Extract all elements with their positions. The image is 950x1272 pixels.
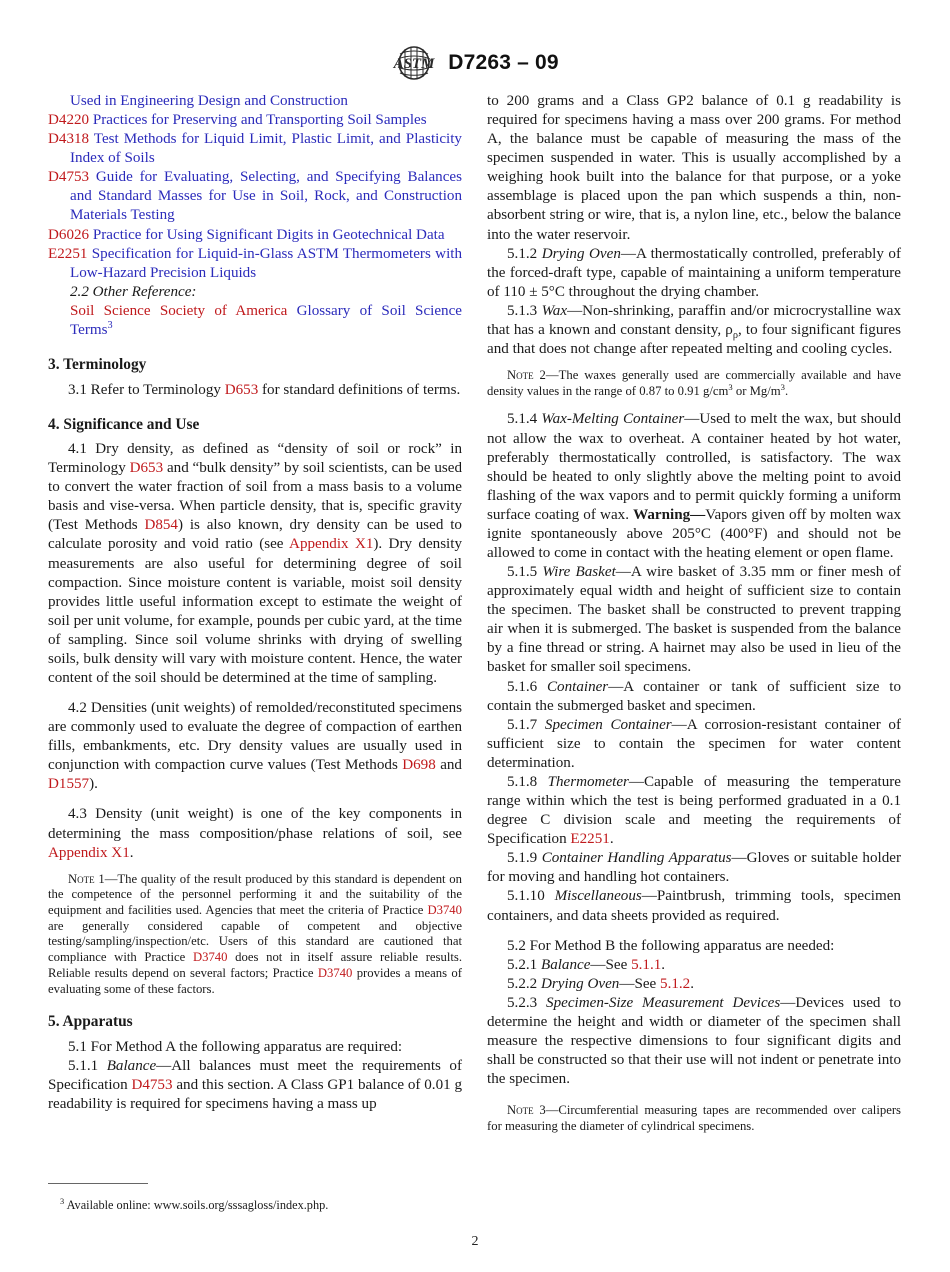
section-3-heading: 3. Terminology: [48, 356, 147, 374]
paragraph-5-1: 5.1 For Method A the following apparatus are required:: [68, 1038, 403, 1055]
paragraph-5-1-7: 5.1.7 Specimen Container—A corrosion-resistant container of sufficient size to contain the specimen for water content determination.: [487, 716, 902, 771]
term-specimen-container: Specimen Container: [544, 716, 672, 733]
paragraph-5-1-2: 5.1.2 Drying Oven—A thermostatically controlled, preferably of the forced-draft type, capable of maintaining a uniform temperature of 110 ± 5°C throughout the drying chamber.: [487, 245, 901, 300]
note-1-label: Note 1: [68, 871, 105, 886]
referenced-documents-list: [48, 92, 462, 340]
svg-text:ASTM: ASTM: [393, 56, 435, 72]
note-2-label: Note 2: [507, 368, 546, 383]
paragraph-4-2: 4.2 Densities (unit weights) of remolded/reconstituted specimens are commonly used to evaluate the degree of compaction of earthen fills, embankments, etc. Dry density values are usually used in conjunction with compaction curve values (Test Methods D698 and D1557).: [48, 700, 462, 793]
paragraph-5-1-10: 5.1.10 Miscellaneous—Paintbrush, trimming tools, specimen containers, and data sheets provided as required.: [487, 888, 901, 924]
reference-orphan-line[interactable]: Used in Engineering Design and Construction: [70, 93, 348, 109]
standard-designation: D7263 – 09: [448, 51, 559, 74]
paragraph-5-1-3: 5.1.3 Wax—Non-shrinking, paraffin and/or microcrystalline wax that has a known and constant density, $\rho_\rho$, to four significant figures and that does not change after repeated melting and cooling cycles.: [487, 302, 901, 358]
note-2: Note 2—The waxes generally used are commercially available and have density values in the range of 0.87 to 0.91 $g/cm^3$ or $Mg/m^3$.: [487, 368, 901, 398]
symbol-rho: $\rho_\rho$: [725, 321, 738, 341]
reference-item-d4318[interactable]: D4318 Test Methods for Liquid Limit, Plastic Limit, and Plasticity Index of Soils: [48, 131, 462, 167]
ref-link-5-1-1[interactable]: 5.1.1: [631, 956, 662, 973]
note-3: Note 3—Circumferential measuring tapes are recommended over calipers for measuring the diameter of cylindrical specimens.: [487, 1103, 901, 1133]
ref-link-d3740[interactable]: D3740: [427, 903, 462, 918]
ref-link-appendix-x1[interactable]: Appendix X1: [48, 844, 130, 861]
ref-link-d3740[interactable]: D3740: [192, 950, 228, 965]
page-header: [0, 46, 950, 80]
footnote-divider: [48, 1183, 148, 1184]
reference-item-e2251[interactable]: E2251 Specification for Liquid-in-Glass ASTM Thermometers with Low-Hazard Precision Liquids: [48, 245, 463, 281]
section-5-heading: 5. Apparatus: [48, 1013, 133, 1031]
footnote-3: $^3$ Available online: www.soils.org/sssagloss/index.php.: [60, 1196, 329, 1213]
term-miscellaneous: Miscellaneous: [554, 888, 642, 905]
term-wax-melting-container: Wax-Melting Container: [541, 411, 685, 428]
term-balance: Balance: [540, 956, 591, 973]
paragraph-4-3: 4.3 Density (unit weight) is one of the key components in determining the mass composition/phase relations of soil, see Appendix X1.: [48, 806, 462, 861]
page-number: 2: [471, 1234, 479, 1249]
paragraph-3-1: 3.1 Refer to Terminology D653 for standard definitions of terms.: [68, 381, 461, 398]
paragraph-5-1-1-continued: to 200 grams and a Class GP2 balance of 0.1 g readability is required for specimens having a mass over 200 grams. For method A, the balance must be capable of measuring the mass of the specimen suspended in water. This is usually accomplished by a weighing hook built into the balance for that purpose, or a yoke assemblage is placed upon the pan which suspends a thin, non-absorbent string or wire, that is, a nylon line, etc., below the balance into the water reservoir.: [487, 93, 901, 243]
ref-link-d3740[interactable]: D3740: [317, 965, 353, 980]
paragraph-5-2-2: 5.2.2 Drying Oven—See 5.1.2.: [507, 975, 694, 992]
reference-item-sssa[interactable]: Soil Science Society of America Glossary of Soil Science Terms$^3$: [70, 302, 462, 338]
paragraph-5-2-3: 5.2.3 Specimen-Size Measurement Devices—Devices used to determine the height and width or diameter of the specimen shall measure the respective dimensions to four significant digits and shall be constructed so that their use will not indent or penetrate into the specimen.: [487, 994, 902, 1088]
ref-link-e2251[interactable]: E2251: [570, 831, 610, 848]
term-balance: Balance: [106, 1057, 157, 1074]
section-4-heading: 4. Significance and Use: [48, 415, 200, 433]
paragraph-5-1-8: 5.1.8 Thermometer—Capable of measuring the temperature range within which the test is being performed graduated in a 0.1 degree C division scale and meeting the requirements of Specification E2251.: [487, 773, 901, 848]
ref-link-d653[interactable]: D653: [224, 381, 259, 398]
paragraph-5-1-1: 5.1.1 Balance—All balances must meet the requirements of Specification D4753 and this section. A Class GP1 balance of 0.01 g readability is required for specimens having a mass up: [48, 1057, 463, 1112]
reference-item-d4753[interactable]: D4753 Guide for Evaluating, Selecting, and Specifying Balances and Standard Masses for Use in Soil, Rock, and Construction Materials Testing: [48, 169, 462, 224]
ref-link-d1557[interactable]: D1557: [48, 776, 90, 793]
astm-logo-icon: [391, 46, 437, 80]
paragraph-5-1-9: 5.1.9 Container Handling Apparatus—Gloves or suitable holder for moving and handling hot containers.: [487, 850, 901, 886]
ref-link-d653[interactable]: D653: [129, 460, 164, 477]
term-container: Container: [546, 678, 609, 695]
term-drying-oven: Drying Oven: [540, 975, 620, 992]
term-container-handling-apparatus: Container Handling Apparatus: [541, 850, 732, 867]
paragraph-5-2: 5.2 For Method B the following apparatus are needed:: [507, 937, 835, 954]
ref-link-d4753[interactable]: D4753: [131, 1076, 173, 1093]
reference-item-d4220[interactable]: D4220 Practices for Preserving and Transporting Soil Samples: [48, 112, 427, 129]
term-specimen-size-measurement-devices: Specimen-Size Measurement Devices: [546, 994, 781, 1011]
paragraph-5-1-4: 5.1.4 Wax-Melting Container—Used to melt the wax, but should not allow the wax to overheat. A container heated by hot water, preferably thermostatically controlled, is satisfactory. The wax should be heated to only slightly above the melting point to avoid flashing of the wax vapors and to permit quickly forming a uniform surface coating of wax. Warning—Vapors given off by molten wax ignite spontaneously above 205°C (400°F) and should not be allowed to come in contact with the heating element or open flame.: [487, 411, 901, 562]
subsection-2-2-heading: 2.2 Other Reference:: [70, 283, 197, 300]
reference-item-d6026[interactable]: D6026 Practice for Using Significant Digits in Geotechnical Data: [48, 226, 445, 243]
ref-link-d698[interactable]: D698: [402, 757, 436, 774]
paragraph-5-2-1: 5.2.1 Balance—See 5.1.1.: [507, 956, 666, 973]
note-1: Note 1—The quality of the result produced by this standard is dependent on the competence of the personnel performing it and the suitability of the equipment and facilities used. Agencies that meet the criteria of Practice D3740 are generally considered capable of competent and objective testing/sampling/inspection/etc. Users of this standard are cautioned that compliance with Practice D3740 does not in itself assure reliable results. Reliable results depend on several factors; Practice D3740 provides a means of evaluating some of these factors.: [48, 871, 463, 996]
paragraph-4-1: 4.1 Dry density, as defined as “density of soil or rock” in Terminology D653 and “bulk density” by soil scientists, can be used to convert the water fraction of soil from a mass basis to a volume basis and vise-versa. When particle density, that is, specific gravity (Test Methods D854) is also known, dry density can be used to calculate porosity and void ratio (see Appendix X1). Dry density measurements are also useful for determining degree of soil compaction. Since moisture content is variable, moist soil density provides little useful information except to estimate the weight of soil per unit volume, for example, pounds per cubic yard, at the time of sampling. Since soil volume shrinks with drying of swelling soils, bulk density will vary with moisture content. Hence, the water content of the soil should be determined at the time of sampling.: [48, 441, 462, 686]
term-drying-oven: Drying Oven: [541, 245, 621, 262]
note-3-label: Note 3: [507, 1103, 546, 1118]
ref-link-d854[interactable]: D854: [144, 517, 178, 534]
term-thermometer: Thermometer: [547, 773, 629, 790]
warning-label: Warning—: [633, 506, 706, 523]
paragraph-5-1-5: 5.1.5 Wire Basket—A wire basket of 3.35 mm or finer mesh of approximately equal width and height of sufficient size to contain the specimen. The basket shall be constructed to prevent trapping air when it is submerged. The basket is suspended from the balance by a fine thread or string. A hairnet may also be used in lieu of the basket for smaller soil specimens.: [487, 564, 902, 676]
ref-link-appendix-x1[interactable]: Appendix X1: [289, 536, 374, 553]
footnote-marker: 3: [60, 1196, 65, 1206]
ref-link-5-1-2[interactable]: 5.1.2: [660, 975, 691, 992]
term-wax: Wax: [541, 302, 568, 319]
term-wire-basket: Wire Basket: [542, 564, 616, 581]
footnote-marker-3[interactable]: 3: [107, 319, 113, 331]
left-column: [48, 92, 462, 1114]
paragraph-5-1-6: 5.1.6 Container—A container or tank of sufficient size to contain the submerged basket and specimen.: [487, 678, 901, 714]
right-column: [487, 92, 901, 1135]
